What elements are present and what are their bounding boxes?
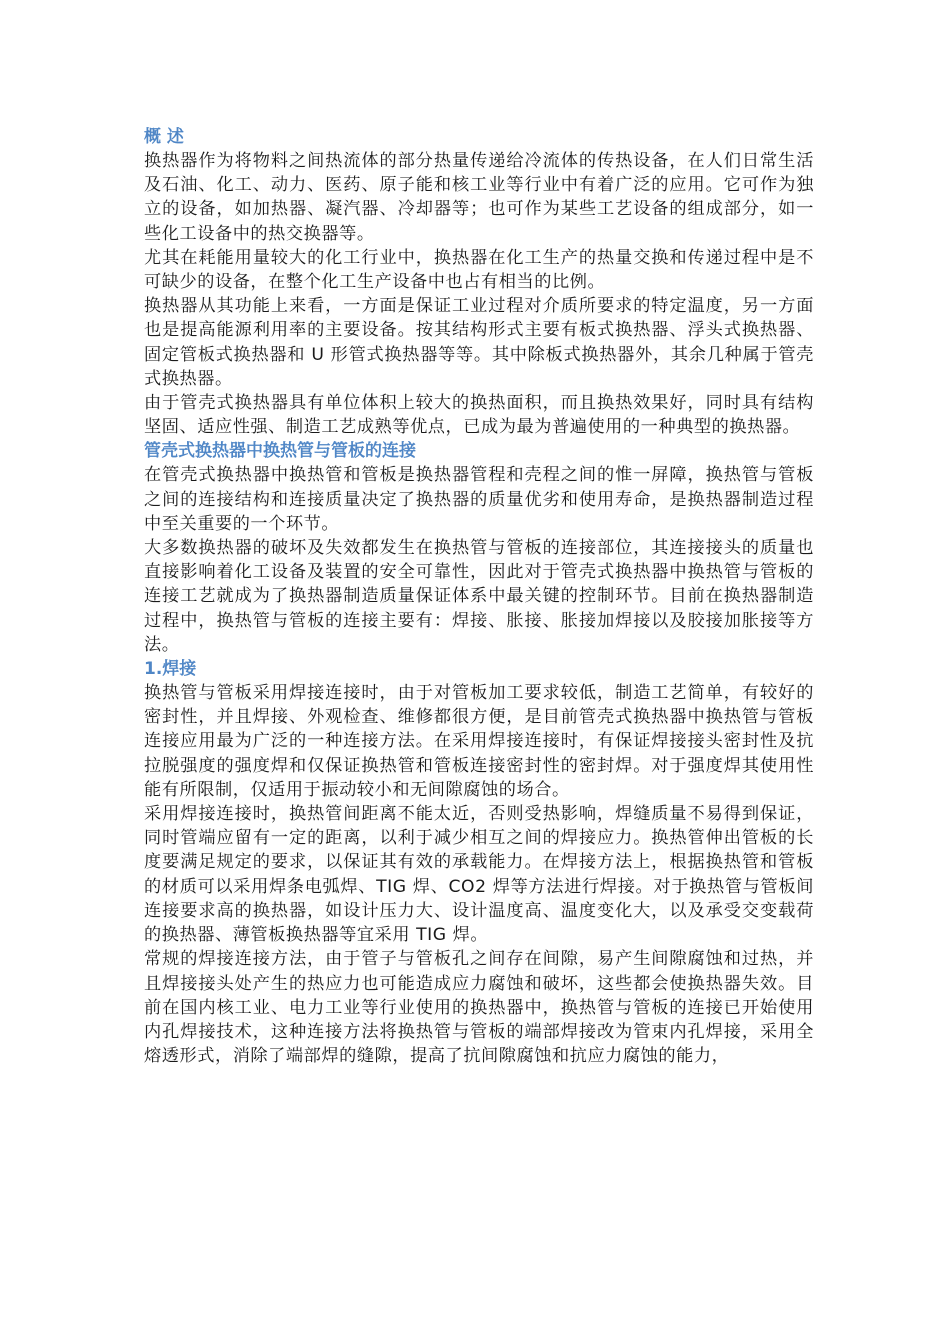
paragraph: 换热器作为将物料之间热流体的部分热量传递给冷流体的传热设备，在人们日常生活及石油、化工、动力、医药、原子能和核工业等行业中有着广泛的应用。它可作为独立的设备，如加热器、凝汽器、冷却器等；也可作为某些工艺设备的组成部分，如一些化工设备中的热交换器等。 <box>144 151 814 244</box>
section-overview <box>144 125 814 439</box>
paragraph: 由于管壳式换热器具有单位体积上较大的换热面积，而且换热效果好，同时具有结构坚固、适应性强、制造工艺成熟等优点，已成为最为普遍使用的一种典型的换热器。 <box>144 393 814 438</box>
document-body <box>144 125 814 1068</box>
paragraph: 尤其在耗能用量较大的化工行业中，换热器在化工生产的热量交换和传递过程中是不可缺少的设备，在整个化工生产设备中也占有相当的比例。 <box>144 247 814 293</box>
paragraph: 常规的焊接连接方法，由于管子与管板孔之间存在间隙，易产生间隙腐蚀和过热，并且焊接接头处产生的热应力也可能造成应力腐蚀和破坏，这些都会使换热器失效。目前在国内核工业、电力工业等行业使用的换热器中，换热管与管板的连接已开始使用内孔焊接技术，这种连接方法将换热管与管板的端部焊接改为管束内孔焊接，采用全熔透形式，消除了端部焊的缝隙，提高了抗间隙腐蚀和抗应力腐蚀的能力， <box>144 949 814 1067</box>
paragraph: 换热器从其功能上来看，一方面是保证工业过程对介质所要求的特定温度，另一方面也是提高能源利用率的主要设备。按其结构形式主要有板式换热器、浮头式换热器、固定管板式换热器和 U 形管式换热器等等。其中除板式换热器外，其余几种属于管壳式换热器。 <box>144 296 814 389</box>
section-tube-sheet-connection <box>144 439 814 657</box>
paragraph: 在管壳式换热器中换热管和管板是换热器管程和壳程之间的惟一屏障，换热管与管板之间的连接结构和连接质量决定了换热器的质量优劣和使用寿命，是换热器制造过程中至关重要的一个环节。 <box>144 465 814 534</box>
paragraph: 换热管与管板采用焊接连接时，由于对管板加工要求较低，制造工艺简单，有较好的密封性，并且焊接、外观检查、维修都很方便，是目前管壳式换热器中换热管与管板连接应用最为广泛的一种连接方法。在采用焊接连接时，有保证焊接接头密封性及抗拉脱强度的强度焊和仅保证换热管和管板连接密封性的密封焊。对于强度焊其使用性能有所限制，仅适用于振动较小和无间隙腐蚀的场合。 <box>144 683 814 800</box>
section-welding <box>144 657 814 1068</box>
section-heading: 管壳式换热器中换热管与管板的连接 <box>144 441 416 462</box>
section-heading: 1.焊接 <box>144 659 197 680</box>
paragraph: 大多数换热器的破坏及失效都发生在换热管与管板的连接部位，其连接接头的质量也直接影响着化工设备及装置的安全可靠性，因此对于管壳式换热器中换热管与管板的连接工艺就成为了换热器制造质量保证体系中最关键的控制环节。目前在换热器制造过程中，换热管与管板的连接主要有：焊接、胀接、胀接加焊接以及胶接加胀接等方法。 <box>144 538 814 655</box>
section-heading: 概 述 <box>144 127 184 147</box>
paragraph: 采用焊接连接时，换热管间距离不能太近，否则受热影响，焊缝质量不易得到保证，同时管端应留有一定的距离，以利于减少相互之间的焊接应力。换热管伸出管板的长度要满足规定的要求，以保证其有效的承载能力。在焊接方法上，根据换热管和管板的材质可以采用焊条电弧焊、TIG 焊、CO2 焊等方法进行焊接。对于换热管与管板间连接要求高的换热器，如设计压力大、设计温度高、温度变化大，以及承受交变载荷的换热器、薄管板换热器等宜采用 TIG 焊。 <box>144 804 814 946</box>
